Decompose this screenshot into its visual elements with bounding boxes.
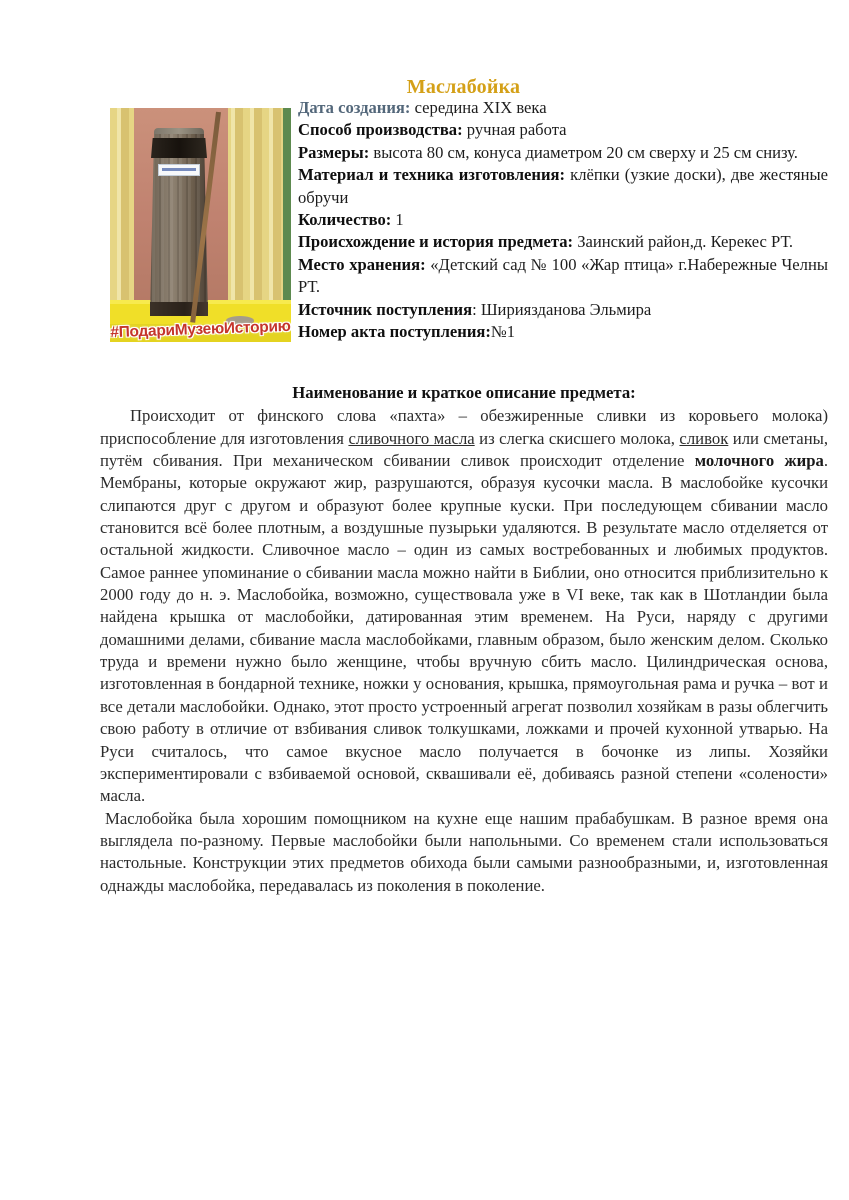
description-heading: Наименование и краткое описание предмета: [292, 383, 636, 402]
meta-label: Происхождение и история предмета: [298, 232, 574, 252]
inventory-label [158, 164, 200, 176]
meta-label: Номер акта поступления: [298, 322, 491, 342]
desc-text: . Мембраны, которые окружают жир, разрушаются, образуя кусочки масла. В маслобойке кусочки слипаются друг с другом и образуют более крупные куски. При последующем сбивании масло становится всё более плотным, а воздушные пузырьки удаляются. В результате масло отделяется от остальной жидкости. Сливочное масло – один из самых востребованных и любимых продуктов. Самое раннее упоминание о сбивании масла можно найти в Библии, оно относится приблизительно к 2000 году до н. э. Маслобойка, возможно, существовала уже в VI веке, так как в Шотландии была найдена крышка от маслобойки, датированная этим временем. На Руси, наряду с другими домашними делами, сбивание масла маслобойками, главным образом, было женским делом. Сколько труда и времени нужно было женщине, чтобы вручную сбить масло. Цилиндрическая основа, изготовленная в бондарной технике, ножки у основания, крышка, прямоугольная рама и ручка – вот и все детали маслобойки. Однако, этот просто устроенный агрегат позволил хозяйкам в разы облегчить свою работу в отличие от взбивания сливок толкушками, ложками и прочей кухонной утварью. На Руси считалось, что самое вкусное масло получается в бочонке из липы. Хозяйки экспериментировали с взбиваемой основой, сквашивали её, добиваясь разной степени «солености» масла. [100, 451, 829, 806]
photo-watermark: #ПодариМузеюИсторию [110, 317, 291, 342]
meta-value: Заинский район,д. Керекес РТ. [573, 232, 794, 252]
inventory-label-text-line [162, 168, 196, 171]
meta-value: : Шириязданова Эльмира [472, 299, 652, 319]
meta-row-source [298, 299, 828, 321]
meta-value: клёпки (узкие доски), две жестяные обручи [298, 165, 829, 207]
artifact-photo [110, 108, 291, 342]
metadata-block [298, 97, 828, 343]
meta-label: Дата создания: [298, 98, 411, 117]
meta-row-creation-date [298, 97, 828, 119]
churn-bottom-band [150, 302, 208, 316]
title-wrap [100, 76, 827, 99]
underlined-term-butter: сливочного масла [348, 428, 475, 448]
desc-text: из слегка скисшего молока, [474, 428, 680, 448]
meta-row-material [298, 164, 828, 209]
meta-row-quantity [298, 209, 828, 231]
desc-text: Происходит от финского слова «пахта» – обезжиренные сливки из коровьего молока) приспособление для изготовления [100, 406, 828, 448]
meta-label: Место хранения: [298, 254, 426, 274]
meta-label: Материал и техника изготовления: [298, 165, 566, 185]
meta-label: Размеры: [298, 142, 370, 162]
meta-label: Способ производства: [298, 120, 463, 140]
meta-value: ручная работа [462, 120, 567, 140]
churn-top-band [151, 138, 207, 158]
meta-value: №1 [490, 322, 516, 342]
meta-label: Источник поступления [298, 299, 473, 319]
description-section [100, 382, 828, 897]
description-paragraph-1 [100, 405, 828, 807]
meta-row-storage-place [298, 254, 828, 299]
meta-value: высота 80 см, конуса диаметром 20 см сверху и 25 см снизу. [369, 142, 798, 162]
meta-value: 1 [391, 210, 404, 230]
page-title: Маслабойка [406, 76, 521, 98]
meta-row-dimensions [298, 142, 828, 164]
description-paragraph-2: Маслобойка была хорошим помощником на кухне еще нашим прабабушкам. В разное время она выглядела по-разному. Первые маслобойки были напольными. Со временем стали использоваться настольные. Конструкции этих предметов обихода были самыми разнообразными, и, изготовленная однажды маслобойка, передавалась из поколения в поколение. [100, 808, 828, 895]
meta-label: Количество: [298, 210, 392, 230]
meta-value: середина XIX века [410, 98, 547, 117]
bold-term-milk-fat: молочного жира [694, 451, 824, 471]
meta-row-origin [298, 231, 828, 253]
underlined-term-cream: сливок [679, 428, 729, 448]
meta-row-production-method [298, 119, 828, 141]
desc-text: или сметаны, путём сбивания. При механическом сбивании сливок происходит отделение [100, 428, 829, 471]
meta-row-act-number [298, 321, 828, 343]
meta-value: «Детский сад № 100 «Жар птица» г.Набережные Челны РТ. [298, 254, 828, 297]
